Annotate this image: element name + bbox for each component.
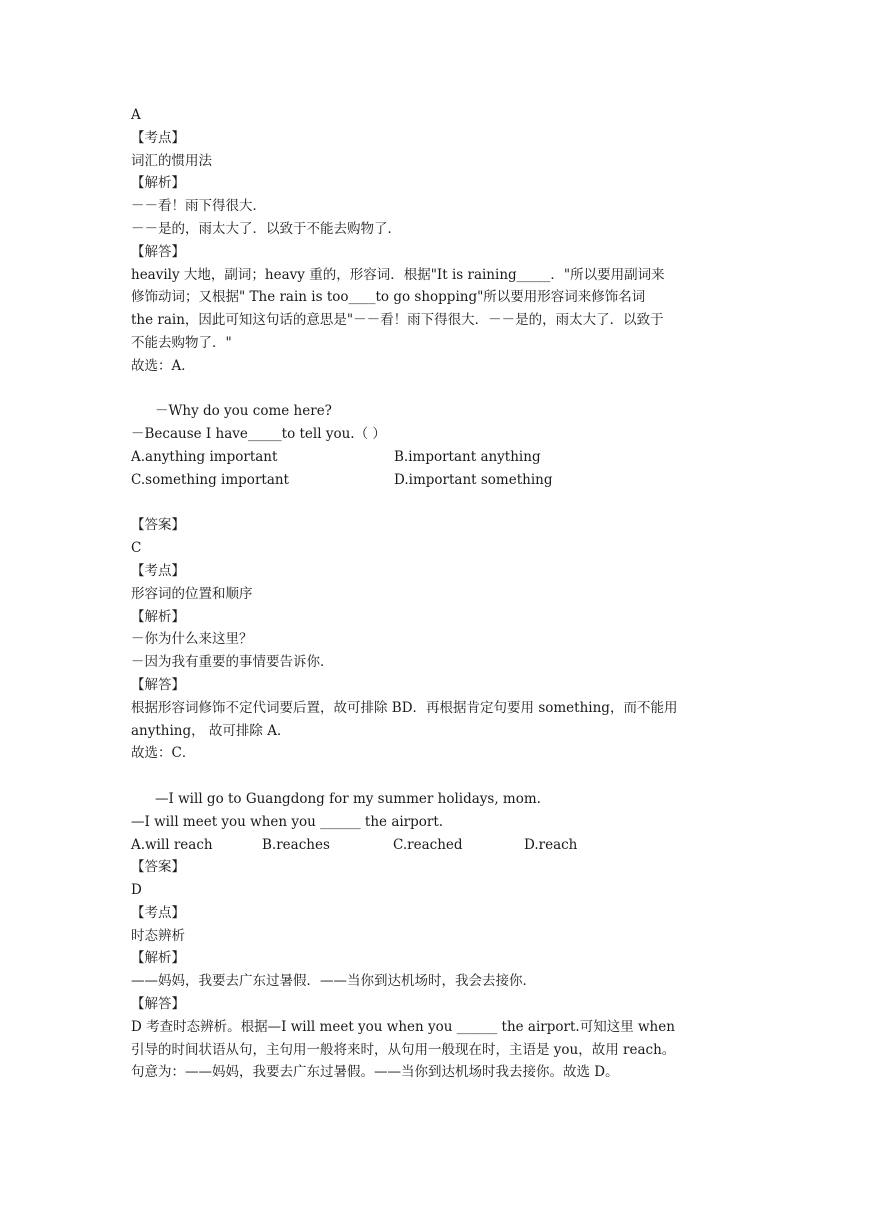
q2-option-b: B.important anything [394, 448, 541, 465]
q1-jieda-line: heavily 大地，副词；heavy 重的，形容词．根据"It is raining_____．"所以要用副词来 [131, 266, 665, 283]
q2-conclusion: 故选：C． [131, 745, 196, 762]
q2-jieda-line: anything， 故可排除 A． [131, 722, 291, 739]
q2-jiexi-line: －因为我有重要的事情要告诉你． [131, 654, 334, 671]
q3-jieda-heading: 【解答】 [131, 996, 185, 1013]
q3-stem-line: —I will go to Guangdong for my summer holidays, mom. [155, 790, 541, 807]
q2-kaodian: 形容词的位置和顺序 [131, 585, 253, 602]
q1-jiexi-heading: 【解析】 [131, 175, 185, 192]
q2-daan-heading: 【答案】 [131, 517, 185, 534]
q2-option-d: D.important something [394, 471, 553, 488]
q3-jiexi-heading: 【解析】 [131, 950, 185, 967]
document-page [131, 104, 751, 1084]
q3-kaodian: 时态辨析 [131, 927, 185, 944]
q2-answer: C [131, 540, 142, 557]
q3-jieda-line: 引导的时间状语从句，主句用一般将来时，从句用一般现在时，主语是 you，故用 reach。 [131, 1041, 676, 1058]
q3-options-row [131, 834, 751, 857]
q2-jieda-line: 根据形容词修饰不定代词要后置，故可排除 BD．再根据肯定句要用 something，而不能用 [131, 699, 678, 716]
q3-option-c: C.reached [393, 836, 463, 853]
q3-jieda-line: D 考查时态辨析。根据—I will meet you when you ______ the airport.可知这里 when [131, 1018, 675, 1035]
spacer [131, 765, 751, 788]
q2-jiexi-line: －你为什么来这里？ [131, 631, 253, 648]
q2-option-a: A.anything important [131, 448, 278, 465]
q2-option-c: C.something important [131, 471, 289, 488]
q1-jieda-line: the rain，因此可知这句话的意思是"－－看！雨下得很大．－－是的，雨太大了．以致于 [131, 312, 664, 329]
q3-kaodian-heading: 【考点】 [131, 904, 185, 921]
q2-jieda-heading: 【解答】 [131, 676, 185, 693]
q3-option-b: B.reaches [262, 836, 330, 853]
q2-options-row [131, 446, 751, 469]
q3-answer: D [131, 882, 142, 899]
q3-daan-heading: 【答案】 [131, 859, 185, 876]
spacer [131, 378, 751, 401]
q1-conclusion: 故选：A． [131, 357, 195, 374]
q1-jieda-line: 修饰动词；又根据" The rain is too____to go shopping"所以要用形容词来修饰名词 [131, 289, 646, 306]
q2-options-row [131, 469, 751, 492]
q2-stem-line: －Why do you come here? [155, 403, 332, 420]
q2-jiexi-heading: 【解析】 [131, 608, 185, 625]
q3-stem-line: —I will meet you when you ______ the airport. [131, 813, 444, 830]
q3-option-d: D.reach [524, 836, 578, 853]
q3-jieda-line: 句意为：——妈妈，我要去广东过暑假。——当你到达机场时我去接你。故选 D。 [131, 1064, 619, 1081]
spacer [131, 492, 751, 515]
q3-option-a: A.will reach [131, 836, 213, 853]
q1-kaodian-heading: 【考点】 [131, 129, 185, 146]
q1-jieda-line: 不能去购物了．" [131, 334, 232, 351]
q2-kaodian-heading: 【考点】 [131, 562, 185, 579]
q3-jiexi-line: ——妈妈，我要去广东过暑假．——当你到达机场时，我会去接你． [131, 973, 536, 990]
q1-jieda-heading: 【解答】 [131, 243, 185, 260]
q1-kaodian: 词汇的惯用法 [131, 152, 212, 169]
q1-jiexi-line: －－看！雨下得很大． [131, 198, 266, 215]
q1-answer: A [131, 107, 141, 123]
q2-stem-line: －Because I have_____to tell you.（ ） [131, 426, 386, 443]
q1-jiexi-line: －－是的，雨太大了．以致于不能去购物了． [131, 220, 401, 237]
